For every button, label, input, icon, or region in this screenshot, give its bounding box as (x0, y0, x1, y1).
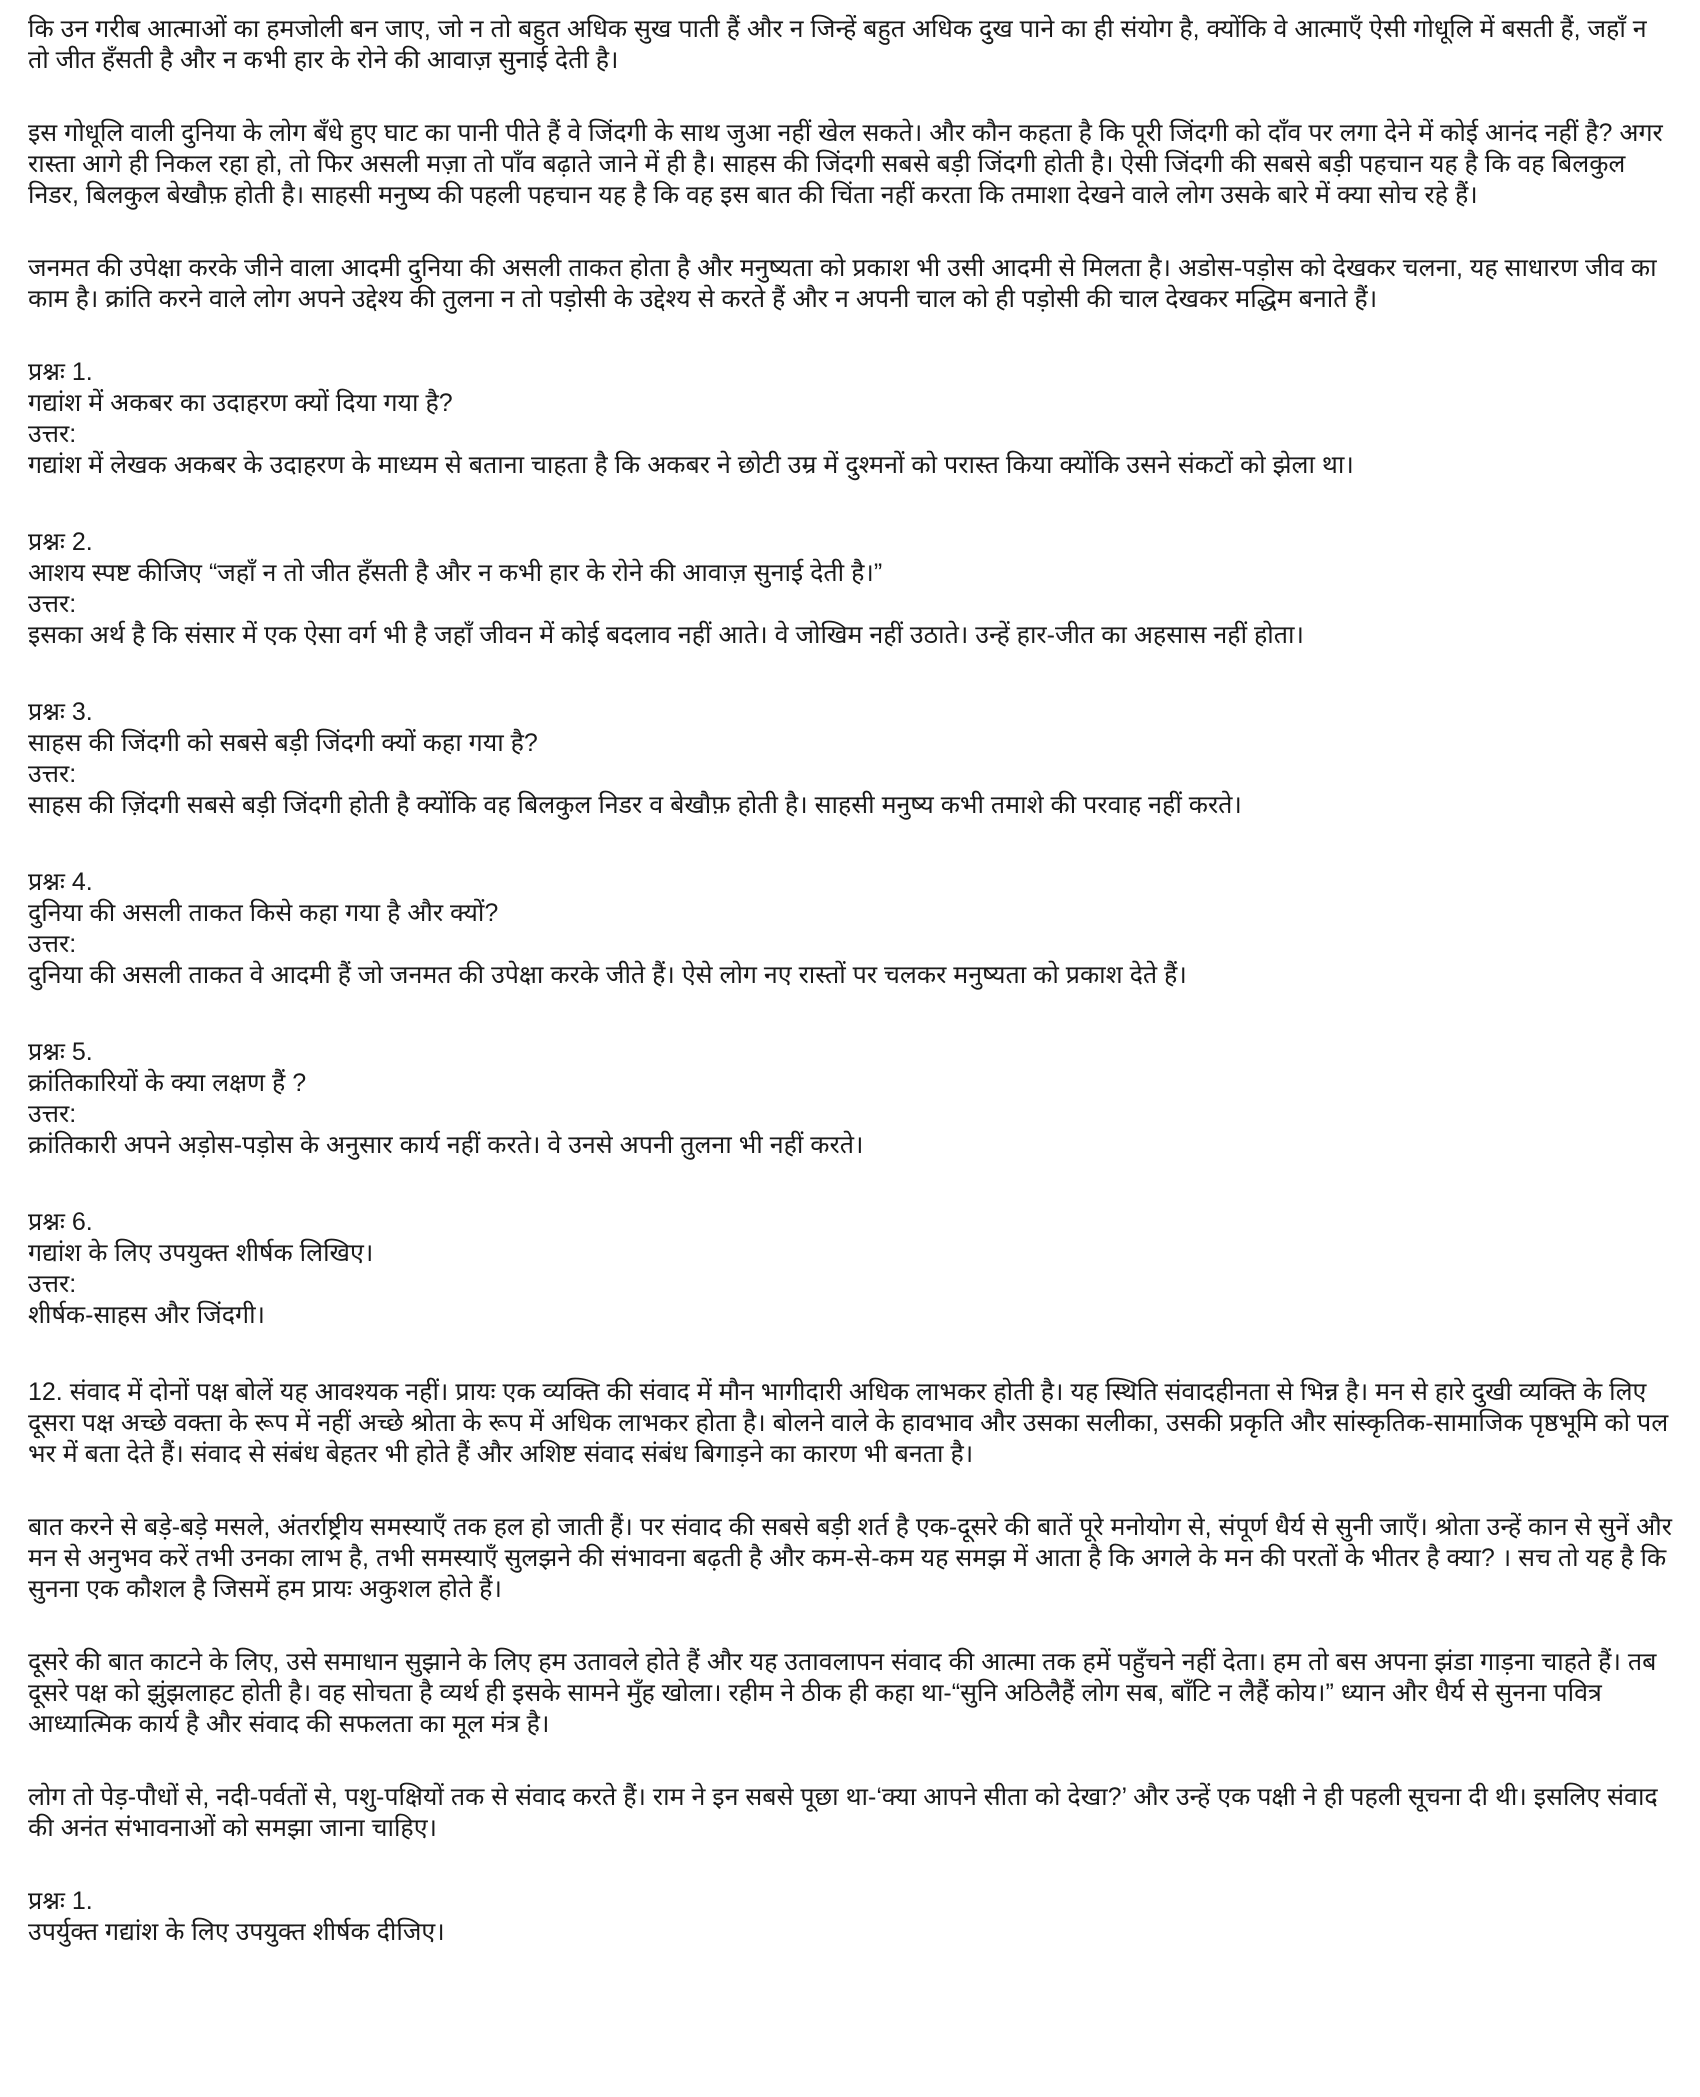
question-text: दुनिया की असली ताकत किसे कहा गया है और क्यों? (28, 899, 499, 927)
answer-label: उत्तर: (28, 590, 77, 618)
question-label: प्रश्नः 2. (28, 528, 93, 556)
answer-text: इसका अर्थ है कि संसार में एक ऐसा वर्ग भी है जहाँ जीवन में कोई बदलाव नहीं आते। वे जोखिम नहीं उठाते। उन्हें हार-जीत का अहसास नहीं होता। (28, 621, 1304, 649)
passage2-paragraph-4: लोग तो पेड़-पौधों से, नदी-पर्वतों से, पशु-पक्षियों तक से संवाद करते हैं। राम ने इन सबसे पूछा था-‘क्या आपने सीता को देखा?’ और उन्हें एक पक्षी ने ही पहली सूचना दी थी। इसलिए संवाद की अनंत संभावनाओं को समझा जाना चाहिए। (28, 1783, 1658, 1842)
question-label: प्रश्नः 3. (28, 698, 93, 726)
passage1-paragraph-2: इस गोधूलि वाली दुनिया के लोग बँधे हुए घाट का पानी पीते हैं वे जिंदगी के साथ जुआ नहीं खेल सकते। और कौन कहता है कि पूरी जिंदगी को दाँव पर लगा देने में कोई आनंद नहीं है? अगर रास्ता आगे ही निकल रहा हो, तो फिर असली मज़ा तो पाँव बढ़ाते जाने में ही है। साहस की जिंदगी सबसे बड़ी जिंदगी होती है। ऐसी जिंदगी की सबसे बड़ी पहचान यह है कि वह बिलकुल निडर, बिलकुल बेखौफ़ होती है। साहसी मनुष्य की पहली पहचान यह है कि वह इस बात की चिंता नहीं करता कि तमाशा देखने वाले लोग उसके बारे में क्या सोच रहे हैं। (28, 119, 1663, 209)
question-text: साहस की जिंदगी को सबसे बड़ी जिंदगी क्यों कहा गया है? (28, 729, 538, 757)
qa-block-6 (28, 1207, 1672, 1331)
answer-text: दुनिया की असली ताकत वे आदमी हैं जो जनमत की उपेक्षा करके जीते हैं। ऐसे लोग नए रास्तों पर चलकर मनुष्यता को प्रकाश देते हैं। (28, 961, 1187, 989)
passage2-paragraph-2: बात करने से बड़े-बड़े मसले, अंतर्राष्ट्रीय समस्याएँ तक हल हो जाती हैं। पर संवाद की सबसे बड़ी शर्त है एक-दूसरे की बातें पूरे मनोयोग से, संपूर्ण धैर्य से सुनी जाएँ। श्रोता उन्हें कान से सुनें और मन से अनुभव करें तभी उनका लाभ है, तभी समस्याएँ सुलझने की संभावना बढ़ती है और कम-से-कम यह समझ में आता है कि अगले के मन की परतों के भीतर है क्या? । सच तो यह है कि सुनना एक कौशल है जिसमें हम प्रायः अकुशल होते हैं। (28, 1513, 1672, 1603)
qa-block-3 (28, 697, 1672, 821)
answer-label: उत्तर: (28, 1270, 77, 1298)
answer-text: गद्यांश में लेखक अकबर के उदाहरण के माध्यम से बताना चाहता है कि अकबर ने छोटी उम्र में दुश्मनों को परास्त किया क्योंकि उसने संकटों को झेला था। (28, 451, 1354, 479)
answer-label: उत्तर: (28, 930, 77, 958)
answer-text: शीर्षक-साहस और जिंदगी। (28, 1301, 266, 1329)
qa-block-4 (28, 867, 1672, 991)
passage2-paragraph-3: दूसरे की बात काटने के लिए, उसे समाधान सुझाने के लिए हम उतावले होते हैं और यह उतावलापन संवाद की आत्मा तक हमें पहुँचने नहीं देता। हम तो बस अपना झंडा गाड़ना चाहते हैं। तब दूसरे पक्ष को झुंझलाहट होती है। वह सोचता है व्यर्थ ही इसके सामने मुँह खोला। रहीम ने ठीक ही कहा था-“सुनि अठिलैहैं लोग सब, बाँटि न लैहैं कोय।” ध्यान और धैर्य से सुनना पवित्र आध्यात्मिक कार्य है और संवाद की सफलता का मूल मंत्र है। (28, 1648, 1657, 1738)
qa-block-2 (28, 527, 1672, 651)
answer-label: उत्तर: (28, 1100, 77, 1128)
question-text: उपर्युक्त गद्यांश के लिए उपयुक्त शीर्षक दीजिए। (28, 1918, 445, 1946)
question-label: प्रश्नः 1. (28, 358, 93, 386)
question-label: प्रश्नः 1. (28, 1887, 93, 1915)
qa-block-7 (28, 1886, 1672, 1948)
passage1-paragraph-3: जनमत की उपेक्षा करके जीने वाला आदमी दुनिया की असली ताकत होता है और मनुष्यता को प्रकाश भी उसी आदमी से मिलता है। अडोस-पड़ोस को देखकर चलना, यह साधारण जीव का काम है। क्रांति करने वाले लोग अपने उद्देश्य की तुलना न तो पड़ोसी के उद्देश्य से करते हैं और न अपनी चाल को ही पड़ोसी की चाल देखकर मद्धिम बनाते हैं। (28, 254, 1657, 313)
qa-block-5 (28, 1037, 1672, 1161)
question-text: गद्यांश के लिए उपयुक्त शीर्षक लिखिए। (28, 1239, 374, 1267)
passage1-paragraph-1: कि उन गरीब आत्माओं का हमजोली बन जाए, जो न तो बहुत अधिक सुख पाती हैं और न जिन्हें बहुत अधिक दुख पाने का ही संयोग है, क्योंकि वे आत्माएँ ऐसी गोधूलि में बसती हैं, जहाँ न तो जीत हँसती है और न कभी हार के रोने की आवाज़ सुनाई देती है। (28, 15, 1647, 74)
answer-label: उत्तर: (28, 420, 77, 448)
question-text: गद्यांश में अकबर का उदाहरण क्यों दिया गया है? (28, 389, 453, 417)
answer-text: साहस की ज़िंदगी सबसे बड़ी जिंदगी होती है क्योंकि वह बिलकुल निडर व बेखौफ़ होती है। साहसी मनुष्य कभी तमाशे की परवाह नहीं करते। (28, 791, 1242, 819)
answer-text: क्रांतिकारी अपने अड़ोस-पड़ोस के अनुसार कार्य नहीं करते। वे उनसे अपनी तुलना भी नहीं करते। (28, 1131, 864, 1159)
question-label: प्रश्नः 4. (28, 868, 93, 896)
qa-block-1 (28, 357, 1672, 481)
answer-label: उत्तर: (28, 760, 77, 788)
passage2-paragraph-1: 12. संवाद में दोनों पक्ष बोलें यह आवश्यक नहीं। प्रायः एक व्यक्ति की संवाद में मौन भागीदारी अधिक लाभकर होती है। यह स्थिति संवादहीनता से भिन्न है। मन से हारे दुखी व्यक्ति के लिए दूसरा पक्ष अच्छे वक्ता के रूप में नहीं अच्छे श्रोता के रूप में अधिक लाभकर होता है। बोलने वाले के हावभाव और उसका सलीका, उसकी प्रकृति और सांस्कृतिक-सामाजिक पृष्ठभूमि को पल भर में बता देते हैं। संवाद से संबंध बेहतर भी होते हैं और अशिष्ट संवाद संबंध बिगाड़ने का कारण भी बनता है। (28, 1378, 1669, 1468)
question-label: प्रश्नः 6. (28, 1208, 93, 1236)
question-text: आशय स्पष्ट कीजिए “जहाँ न तो जीत हँसती है और न कभी हार के रोने की आवाज़ सुनाई देती है।” (28, 559, 883, 587)
question-text: क्रांतिकारियों के क्या लक्षण हैं ? (28, 1069, 307, 1097)
question-label: प्रश्नः 5. (28, 1038, 93, 1066)
